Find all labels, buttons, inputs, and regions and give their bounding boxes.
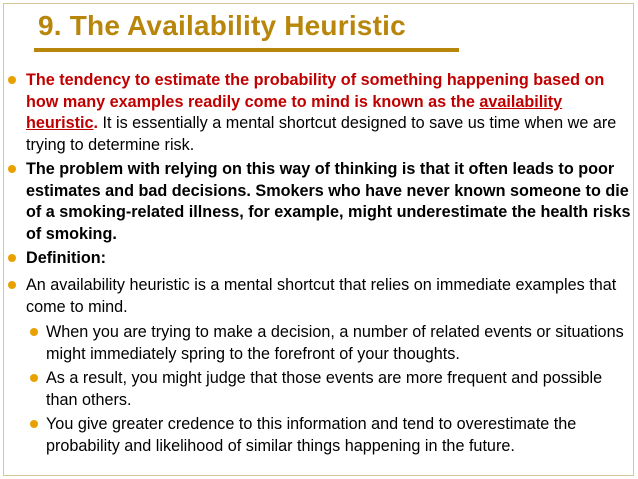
bullet-red-text: The tendency to estimate the probability of something happening based on how many examples readily come to mind is known as the	[26, 71, 605, 111]
sub-bullet-item	[46, 322, 636, 365]
availability-heuristic-link[interactable]: availability heuristic	[26, 92, 563, 133]
sub-bullet-text: As a result, you might judge that those events are more frequent and possible than others.	[46, 369, 603, 409]
bullet-plain-text: It is essentially a mental shortcut designed to save us time when we are trying to determine risk.	[26, 114, 617, 154]
bullet-dot-icon	[8, 254, 16, 262]
bullet-item	[26, 275, 636, 318]
bullet-text: An availability heuristic is a mental shortcut that relies on immediate examples that come to mind.	[26, 276, 617, 316]
bullet-item	[26, 159, 636, 245]
bullet-item	[26, 248, 636, 270]
sub-bullet-item	[46, 368, 636, 411]
slide-title: 9. The Availability Heuristic	[38, 10, 406, 41]
bullet-dot-icon	[8, 281, 16, 289]
bullet-text: Definition:	[26, 249, 107, 267]
sub-bullet-item	[46, 414, 636, 457]
bullet-dot-icon	[30, 374, 38, 382]
bullet-dot-icon	[30, 420, 38, 428]
sub-bullet-text: When you are trying to make a decision, a number of related events or situations might immediately spring to the forefront of your thoughts.	[46, 323, 624, 363]
sub-bullet-text: You give greater credence to this information and tend to overestimate the probability and likelihood of similar things happening in the future.	[46, 415, 577, 455]
bullet-dot-icon	[30, 328, 38, 336]
bullet-dot-icon	[8, 76, 16, 84]
bullet-item	[26, 70, 636, 156]
bullet-text: The problem with relying on this way of thinking is that it often leads to poor estimates and bad decisions. Smokers who have never known someone to die of a smoking-related illness, for example, might underestimate the health risks of smoking.	[26, 160, 631, 243]
bullet-dot-icon	[8, 165, 16, 173]
bullet-red-period: .	[93, 114, 98, 133]
